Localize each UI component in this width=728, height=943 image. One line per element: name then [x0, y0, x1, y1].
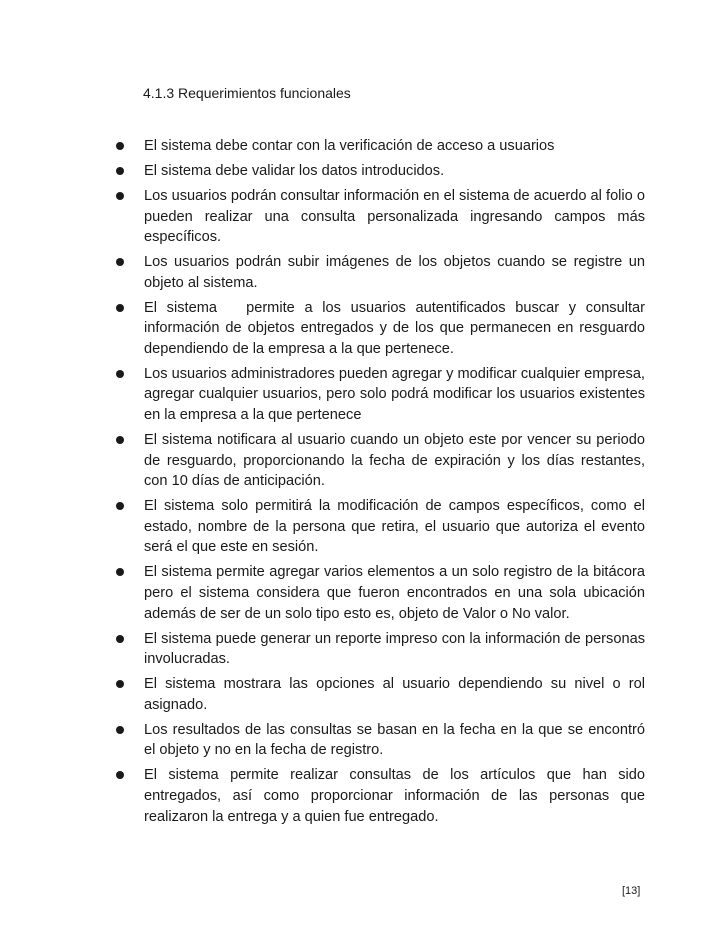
requirement-text: El sistema puede generar un reporte impreso con la información de personas involucradas.: [144, 630, 645, 668]
bullet-icon: [116, 192, 124, 200]
bullet-icon: [116, 304, 124, 312]
requirement-item: [113, 562, 645, 624]
bullet-icon: [116, 680, 124, 688]
requirement-text: El sistema permite a los usuarios autentificados buscar y consultar información de objetos entregados y de los que permanecen en resguardo dependiendo de la empresa a la que pertenece.: [144, 299, 650, 357]
bullet-icon: [116, 370, 124, 378]
requirement-item: [113, 674, 645, 715]
requirements-list: [113, 136, 650, 831]
bullet-icon: [116, 502, 124, 510]
requirement-item: [113, 298, 650, 360]
requirement-text: Los usuarios podrán subir imágenes de los objetos cuando se registre un objeto al sistema.: [144, 254, 645, 291]
bullet-icon: [116, 771, 124, 779]
requirement-text: El sistema permite realizar consultas de los artículos que han sido entregados, así como proporcionar información de las personas que realizaron la entrega y a quien fue entregado.: [144, 767, 645, 825]
requirement-text: Los usuarios administradores pueden agregar y modificar cualquier empresa, agregar cualquier usuarios, pero solo podrá modificar los usuarios existentes en la empresa a la que pertenece: [144, 365, 645, 424]
requirement-item: [113, 496, 645, 558]
requirement-text: El sistema debe contar con la verificación de acceso a usuarios: [144, 138, 555, 154]
bullet-icon: [116, 436, 124, 444]
requirement-text: El sistema solo permitirá la modificación de campos específicos, como el estado, nombre de la persona que retira, el usuario que autoriza el evento será el que este en sesión.: [144, 498, 645, 556]
requirement-item: [113, 765, 645, 827]
requirement-text: Los resultados de las consultas se basan en la fecha en la que se encontró el objeto y no en la fecha de registro.: [144, 721, 645, 759]
bullet-icon: [116, 258, 124, 266]
requirement-text: El sistema debe validar los datos introducidos.: [144, 162, 445, 179]
requirement-item: [113, 720, 645, 761]
requirement-text: El sistema mostrara las opciones al usuario dependiendo su nivel o rol asignado.: [144, 676, 645, 713]
requirement-item: [113, 430, 645, 492]
requirement-item: [113, 161, 645, 182]
bullet-icon: [116, 635, 124, 643]
requirement-item: [113, 364, 645, 426]
bullet-icon: [116, 726, 124, 734]
bullet-icon: [116, 142, 124, 150]
bullet-icon: [116, 167, 124, 175]
requirement-text: Los usuarios podrán consultar información en el sistema de acuerdo al folio o pueden realizar una consulta personalizada ingresando campos más específicos.: [144, 187, 645, 246]
page-number: [13]: [622, 885, 641, 897]
requirement-item: [113, 186, 645, 248]
requirement-item: [113, 136, 645, 157]
requirement-item: [113, 252, 645, 293]
requirement-text: El sistema notificara al usuario cuando un objeto este por vencer su periodo de resguardo, proporcionando la fecha de expiración y los días restantes, con 10 días de anticipación.: [144, 432, 645, 490]
requirement-text: El sistema permite agregar varios elementos a un solo registro de la bitácora pero el sistema considera que fueron encontrados en una sola ubicación además de ser de un solo tipo esto es, objeto de Valor o No valor.: [144, 564, 645, 622]
requirement-item: [113, 629, 645, 670]
bullet-icon: [116, 568, 124, 576]
section-heading: 4.1.3 Requerimientos funcionales: [143, 85, 351, 101]
